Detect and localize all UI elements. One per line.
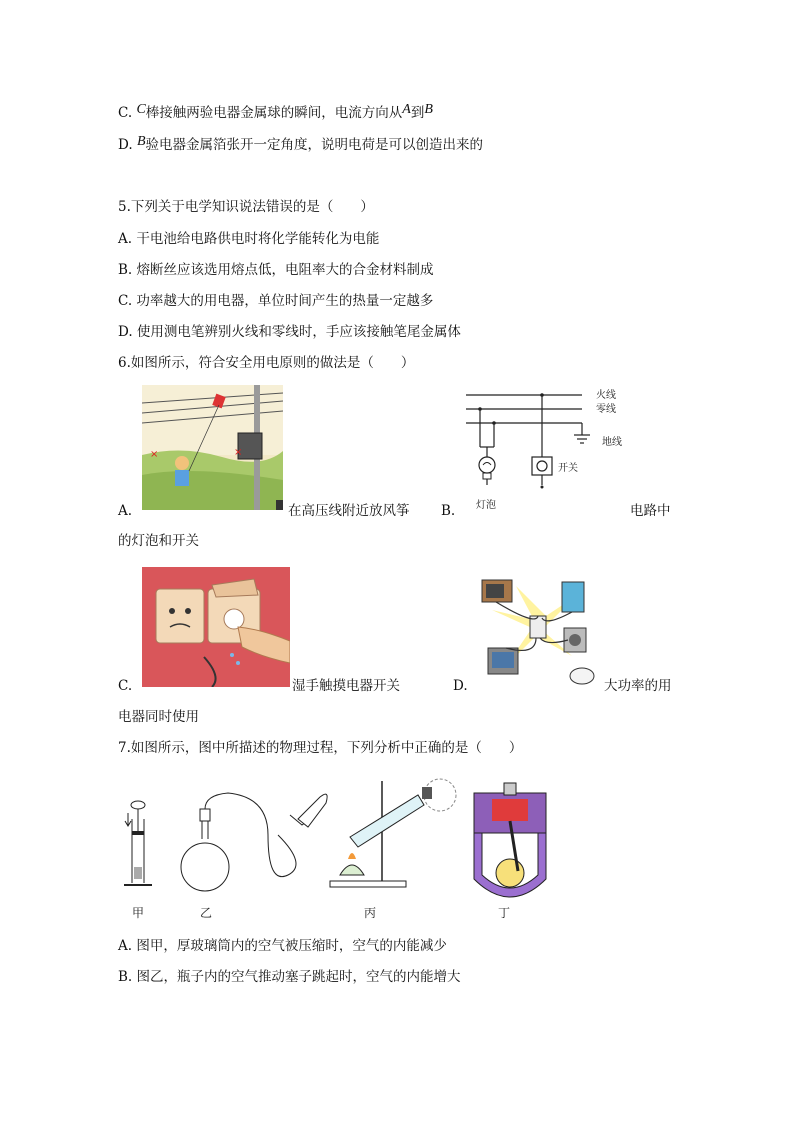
kite-near-powerline-image [142, 385, 283, 510]
bulb-label: 灯泡 [476, 500, 496, 511]
q6-option-c-text: 湿手触摸电器开关 [292, 678, 400, 694]
option-prefix: C. [118, 105, 133, 121]
option-text: 棒接触两验电器金属球的瞬间，电流方向从 [145, 105, 403, 121]
home-circuit-diagram [456, 385, 636, 515]
q4-option-d [118, 136, 483, 155]
figure-label-ding: 丁 [498, 906, 511, 920]
q5-option-a: A. 干电池给电路供电时将化学能转化为电能 [118, 231, 380, 247]
q6-option-b-text-wrap: 的灯泡和开关 [118, 533, 199, 549]
variable-c: C [136, 102, 146, 117]
option-prefix: D. [118, 137, 133, 153]
q6-option-d-text-wrap: 电器同时使用 [118, 709, 199, 725]
q6-option-a-prefix: A. [118, 503, 133, 519]
q7-stem: 7.如图所示，图中所描述的物理过程，下列分析中正确的是（ ） [118, 740, 523, 756]
q6-option-c-prefix: C. [118, 678, 133, 694]
q6-option-d-text: 大功率的用 [604, 678, 672, 694]
variable-b: B [136, 134, 146, 149]
figure-label-yi: 乙 [200, 906, 213, 920]
switch-label: 开关 [558, 463, 578, 474]
q5-option-d: D. 使用测电笔辨别火线和零线时，手应该接触笔尾金属体 [118, 324, 461, 340]
engine-cylinder-figure [474, 783, 546, 897]
svg-text:×: × [234, 447, 243, 458]
variable-a: A [402, 102, 411, 117]
q6-stem: 6.如图所示，符合安全用电原则的做法是（ ） [118, 355, 415, 371]
q6-option-a-text: 在高压线附近放风筝 [288, 503, 410, 519]
svg-text:×: × [150, 449, 159, 460]
ground-wire-label: 地线 [602, 437, 622, 448]
compression-tube-figure [124, 801, 152, 885]
q6-option-b-text: 电路中 [630, 503, 671, 519]
live-wire-label: 火线 [596, 390, 616, 401]
q5-option-c: C. 功率越大的用电器，单位时间产生的热量一定越多 [118, 293, 434, 309]
q4-option-c [118, 104, 433, 123]
wet-hand-switch-image [142, 567, 290, 687]
flask-figure [181, 793, 327, 891]
q5-stem: 5.下列关于电学知识说法错误的是（ ） [118, 199, 374, 215]
overloaded-socket-image [476, 566, 598, 692]
q7-option-a: A. 图甲，厚玻璃筒内的空气被压缩时，空气的内能减少 [118, 938, 447, 954]
q6-option-d-prefix: D. [453, 678, 468, 694]
option-text: 验电器金属箔张开一定角度，说明电荷是可以创造出来的 [145, 137, 483, 153]
q5-option-b: B. 熔断丝应该选用熔点低，电阻率大的合金材料制成 [118, 262, 434, 278]
neutral-wire-label: 零线 [596, 404, 616, 415]
variable-b: B [424, 102, 433, 117]
q6-option-b-prefix: B. [441, 503, 456, 519]
q7-option-b: B. 图乙，瓶子内的空气推动塞子跳起时，空气的内能增大 [118, 969, 461, 985]
figure-label-jia: 甲 [132, 906, 145, 920]
test-tube-heating-figure [330, 779, 456, 887]
option-text: 到 [410, 105, 425, 121]
figure-label-bing: 丙 [364, 906, 377, 920]
q7-figures [118, 775, 558, 925]
